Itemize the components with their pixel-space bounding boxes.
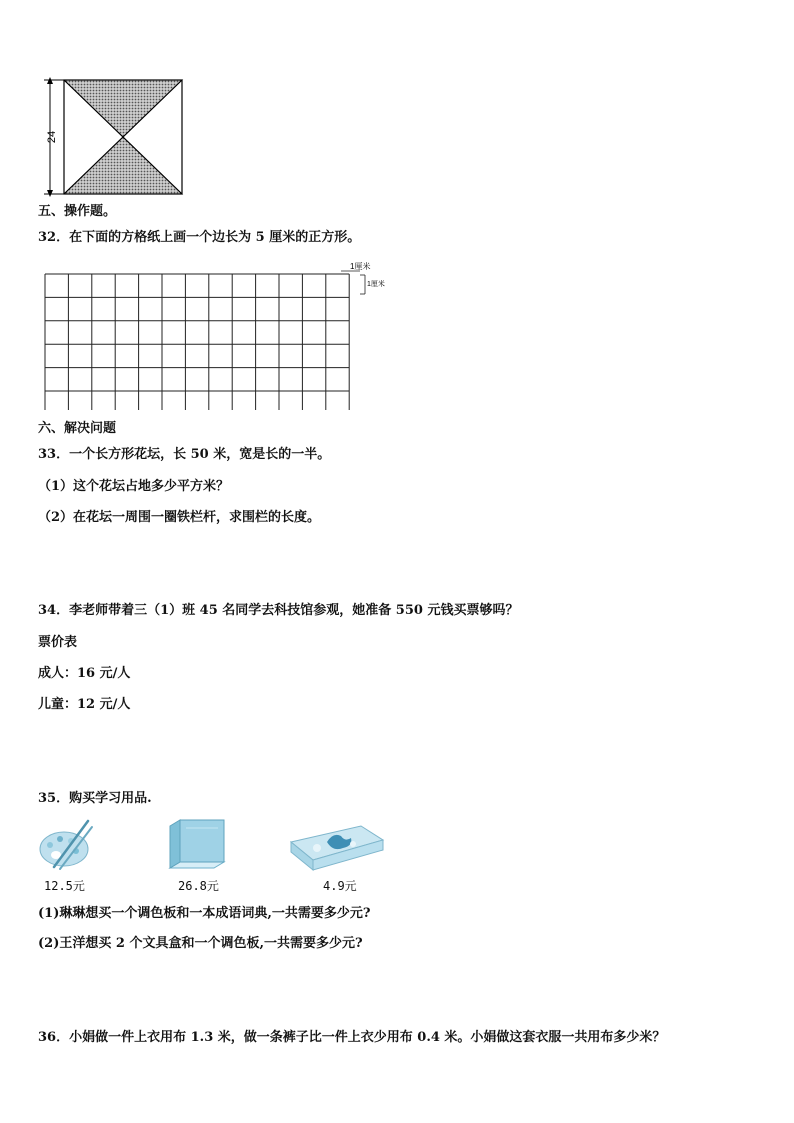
section-6-heading: 六、解决问题 <box>38 421 117 436</box>
question-36-text: 36．小娟做一件上衣用布 1.3 米，做一条裤子比一件上衣少用布 0.4 米。小娟做这套衣服一共用布多少米？ <box>38 1030 666 1045</box>
question-33-part-2: （2）在花坛一周围一圈铁栏杆，求围栏的长度。 <box>38 510 321 525</box>
square-triangles-figure <box>38 74 188 200</box>
child-price: 儿童：12 元/人 <box>38 697 131 712</box>
side-length-label: 24 <box>46 130 58 144</box>
question-33-text: 33．一个长方形花坛，长 50 米，宽是长的一半。 <box>38 447 331 462</box>
top-shaded-triangle <box>64 80 182 137</box>
ticket-price-title: 票价表 <box>38 635 78 650</box>
grid-unit-top-label: 1厘米 <box>350 262 371 271</box>
pencil-box-price: 4.9元 <box>323 879 357 893</box>
question-34-text: 34．李老师带着三（1）班 45 名同学去科技馆参观，她准备 550 元钱买票够吗？ <box>38 603 519 618</box>
palette-price: 12.5元 <box>44 879 85 893</box>
book-icon <box>162 818 228 874</box>
pencil-box-icon <box>287 820 387 872</box>
question-35-part-2: (2)王洋想买 2 个文具盒和一个调色板,一共需要多少元? <box>38 936 363 951</box>
question-35-text: 35．购买学习用品. <box>38 791 152 806</box>
palette-icon <box>36 817 96 873</box>
book-price: 26.8元 <box>178 879 219 893</box>
question-33-part-1: （1）这个花坛占地多少平方米？ <box>38 479 230 494</box>
bottom-shaded-triangle <box>64 137 182 194</box>
question-35-part-1: (1)琳琳想买一个调色板和一本成语词典,一共需要多少元? <box>38 906 371 921</box>
grid-unit-side-label: 1厘米 <box>367 281 385 288</box>
question-32-text: 32．在下面的方格纸上画一个边长为 5 厘米的正方形。 <box>38 230 361 245</box>
grid-paper <box>44 258 394 410</box>
adult-price: 成人：16 元/人 <box>38 666 131 681</box>
section-5-heading: 五、操作题。 <box>38 204 117 219</box>
